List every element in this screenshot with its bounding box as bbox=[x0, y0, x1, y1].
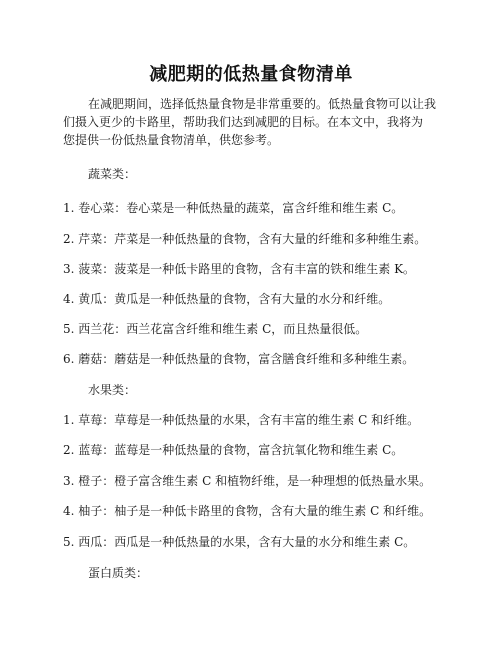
list-item: 2. 蓝莓：蓝莓是一种低热量的食物，富含抗氧化物和维生素 C。 bbox=[63, 443, 404, 457]
list-item: 3. 橙子：橙子富含维生素 C 和植物纤维，是一种理想的低热量水果。 bbox=[63, 474, 432, 488]
section-heading-protein: 蛋白质类： bbox=[88, 566, 149, 580]
list-item: 1. 卷心菜：卷心菜是一种低热量的蔬菜，富含纤维和维生素 C。 bbox=[63, 201, 404, 215]
section-heading-fruits: 水果类： bbox=[88, 383, 137, 397]
intro-line: 在减肥期间，选择低热量食物是非常重要的。低热量食物可以让我 bbox=[88, 97, 437, 111]
list-item: 3. 菠菜：菠菜是一种低卡路里的食物，含有丰富的铁和维生素 K。 bbox=[63, 262, 416, 276]
document-title: 减肥期的低热量食物清单 bbox=[149, 64, 353, 85]
list-item: 6. 蘑菇：蘑菇是一种低热量的食物，富含膳食纤维和多种维生素。 bbox=[63, 352, 415, 366]
intro-line: 们摄入更少的卡路里，帮助我们达到减肥的目标。在本文中，我将为 bbox=[63, 115, 424, 129]
list-item: 4. 黄瓜：黄瓜是一种低热量的食物，含有大量的水分和纤维。 bbox=[63, 292, 391, 306]
list-item: 5. 西兰花：西兰花富含纤维和维生素 C，而且热量很低。 bbox=[63, 322, 368, 336]
intro-paragraph bbox=[63, 95, 453, 149]
section-heading-vegetables: 蔬菜类： bbox=[88, 167, 137, 181]
intro-line: 您提供一份低热量食物清单，供您参考。 bbox=[63, 133, 280, 147]
list-item: 1. 草莓：草莓是一种低热量的水果，含有丰富的维生素 C 和纤维。 bbox=[63, 413, 420, 427]
list-item: 5. 西瓜：西瓜是一种低热量的水果，含有大量的水分和维生素 C。 bbox=[63, 535, 416, 549]
list-item: 4. 柚子：柚子是一种低卡路里的食物，含有大量的维生素 C 和纤维。 bbox=[63, 504, 432, 518]
list-item: 2. 芹菜：芹菜是一种低热量的食物，含有大量的纤维和多种维生素。 bbox=[63, 232, 427, 246]
